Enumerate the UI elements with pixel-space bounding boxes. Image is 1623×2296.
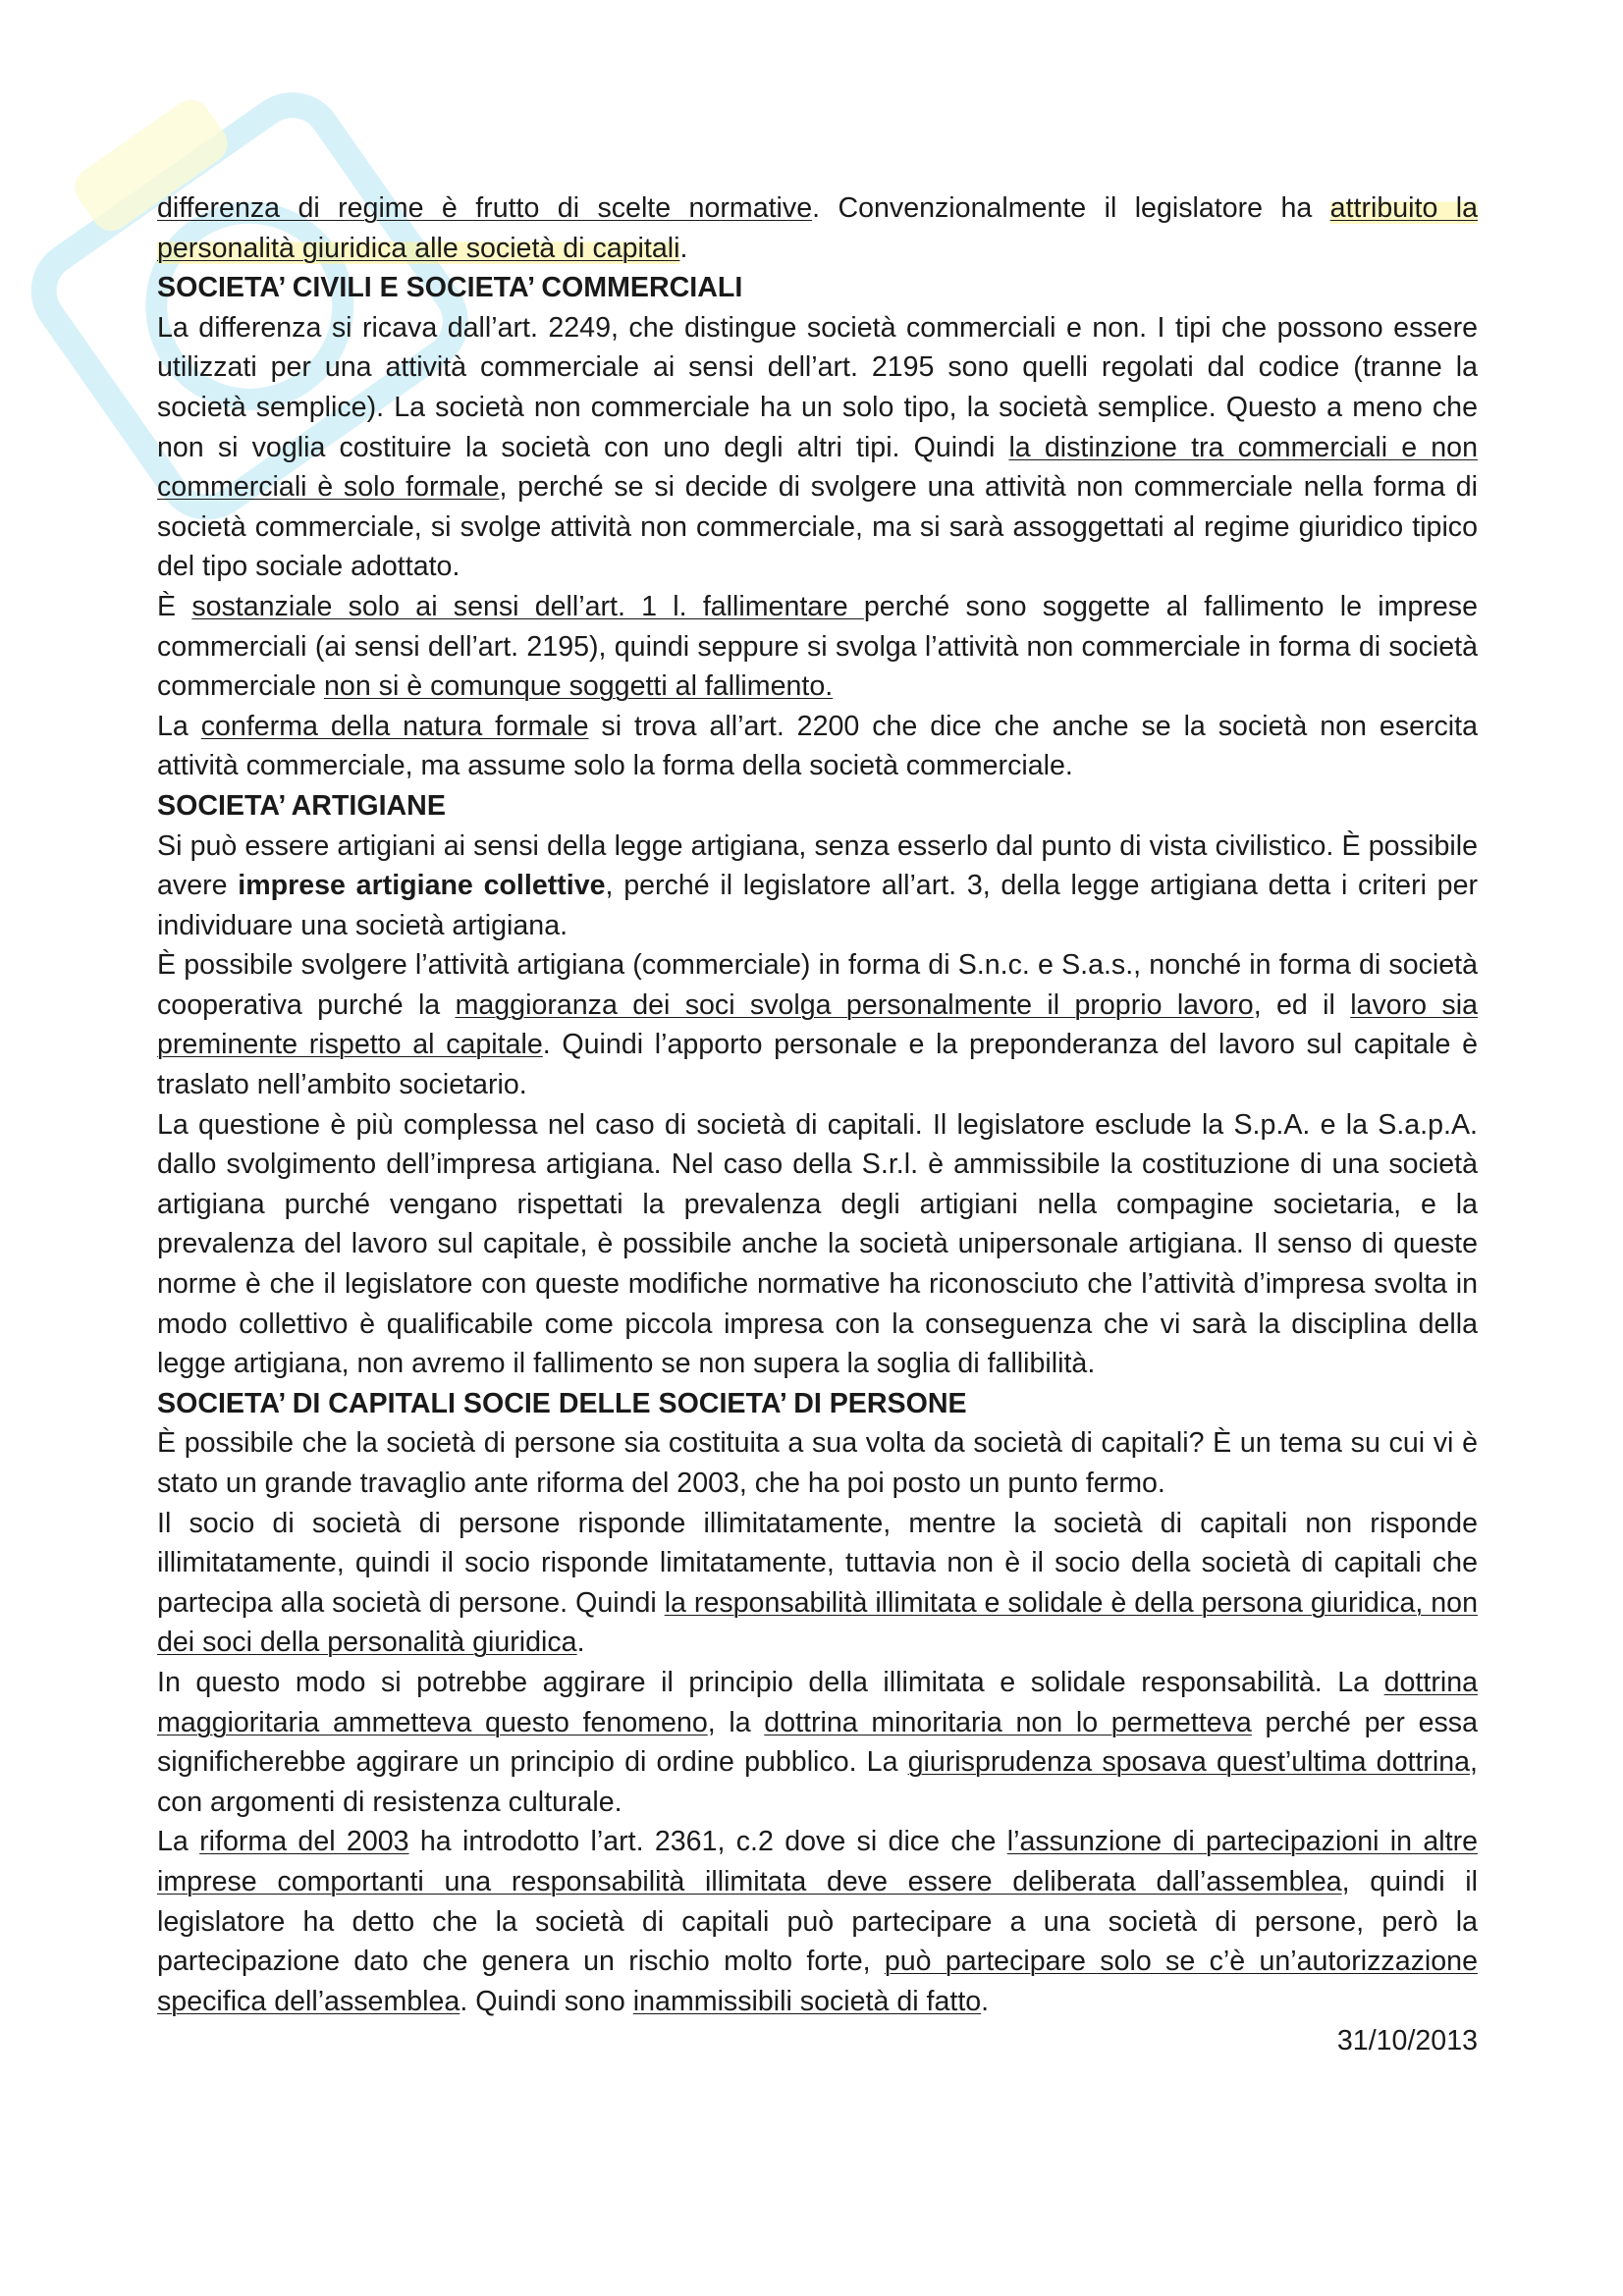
paragraph: [157, 1822, 1478, 2021]
underlined-phrase: inammissibili società di fatto: [632, 1985, 982, 2017]
underlined-phrase: riforma del 2003: [199, 1826, 409, 1858]
paragraph: La questione è più complessa nel caso di società di capitali. Il legislatore esclude la S.p.A. e la S.a.p.A. dallo svolgimento dell’impresa artigiana. Nel caso della S.r.l. è ammissibile la costituzione di una società artigiana purché vengano rispettati la prevalenza degli artigiani nella compagine societaria, e la prevalenza del lavoro sul capitale, è possibile anche la società unipersonale artigiana. Il senso di queste norme è che il legislatore con queste modifiche normative ha riconosciuto che l’attività d’impresa svolta in modo collettivo è qualificabile come piccola impresa con la conseguenza che vi sarà la disciplina della legge artigiana, non avremo il fallimento se non supera la soglia di fallibilità.: [157, 1108, 1478, 1380]
text-run: , perché il legislatore all’art. 3, della legge artigiana detta i criteri per individuare una società artigiana.: [157, 870, 1478, 941]
text-run: ha introdotto l’art. 2361, c.2 dove si dice che: [408, 1826, 1007, 1858]
text-run: , quindi il legislatore ha detto che la società di capitali può partecipare a una società di persone, però la partecipazione dato che genera un rischio molto forte,: [157, 1865, 1478, 1978]
lecture-date: 31/10/2013: [1336, 2025, 1478, 2057]
text-run: Il socio di società di persone risponde illimitatamente, mentre la società di capitali non risponde illimitatamente, quindi il socio risponde limitatamente, tuttavia non è il socio della società di capitali che partecipa alla società di persone. Quindi: [157, 1507, 1478, 1619]
text-run: In questo modo si potrebbe aggirare il principio della illimitata e solidale responsabilità. La: [157, 1666, 1384, 1698]
text-run: . Quindi sono: [460, 1985, 633, 2017]
text-run: La differenza si ricava dall’art. 2249, che distingue società commerciali e non. I tipi che possono essere utilizzati per una attività commerciale ai sensi dell’art. 2195 sono quelli regolati dal codice (tranne la società semplice). La società non commerciale ha un solo tipo, la società semplice. Questo a meno che non si voglia costituire la società con uno degli altri tipi. Quindi: [157, 311, 1478, 463]
underlined-phrase: può partecipare solo se c’è un’autorizzazione specifica dell’assemblea: [157, 1946, 1478, 2017]
text-run: Si può essere artigiani ai sensi della legge artigiana, senza esserlo dal punto di vista civilistico. È possibile avere: [157, 829, 1478, 902]
underlined-phrase: l’assunzione di partecipazioni in altre imprese comportanti una responsabilità illimitata deve essere deliberata dall’assemblea: [157, 1826, 1478, 1897]
paragraph: [157, 945, 1478, 1104]
text-run: perché sono soggette al fallimento le imprese commerciali (ai sensi dell’art. 2195), quindi seppure si svolga l’attività non commerciale in forma di società commerciale: [157, 590, 1478, 703]
underlined-phrase: conferma della natura formale: [200, 710, 589, 742]
underlined-phrase: dottrina maggioritaria ammetteva questo fenomeno: [157, 1666, 1478, 1738]
text-run: La: [157, 1826, 200, 1858]
text-run: . Convenzionalmente il legislatore ha: [812, 192, 1330, 224]
section-heading: SOCIETA’ DI CAPITALI SOCIE DELLE SOCIETA’ DI PERSONE: [157, 1387, 967, 1419]
section-heading: SOCIETA’ CIVILI E SOCIETA’ COMMERCIALI: [157, 272, 743, 304]
underlined-phrase: dottrina minoritaria non lo permetteva: [764, 1706, 1252, 1738]
section-heading: SOCIETA’ ARTIGIANE: [157, 789, 446, 822]
bold-phrase: imprese artigiane collettive: [238, 870, 606, 902]
text-run: , perché se si decide di svolgere una attività non commerciale nella forma di società commerciale, si svolge attività non commerciale, ma si sarà assoggettati al regime giuridico tipico del tipo sociale adottato.: [157, 471, 1478, 583]
paragraph: [157, 188, 1478, 268]
underlined-phrase: attribuito la personalità giuridica alle società di capitali: [157, 192, 1479, 264]
text-run: , ed il: [1253, 988, 1351, 1021]
text-run: .: [981, 1985, 990, 2017]
paragraph: È possibile che la società di persone sia costituita a sua volta da società di capitali? È un tema su cui vi è stato un grande travaglio ante riforma del 2003, che ha poi posto un punto fermo.: [157, 1427, 1478, 1499]
text-run: , la: [707, 1706, 765, 1738]
text-run: .: [576, 1627, 585, 1659]
text-run: .: [679, 232, 688, 264]
underlined-phrase: sostanziale solo ai sensi dell’art. 1 l. fallimentare: [191, 590, 864, 622]
text-run: perché per essa significherebbe aggirare un principio di ordine pubblico. La: [157, 1706, 1478, 1779]
text-run: La: [157, 710, 201, 742]
underlined-phrase: non si è comunque soggetti al fallimento.: [324, 670, 834, 703]
text-run: . Quindi l’apporto personale e la preponderanza del lavoro sul capitale è traslato nell’ambito societario.: [157, 1029, 1479, 1101]
underlined-phrase: la responsabilità illimitata e solidale è della persona giuridica, non dei soci della personalità giuridica: [157, 1586, 1478, 1659]
text-run: È: [157, 590, 192, 622]
underlined-phrase: maggioranza dei soci svolga personalmente il proprio lavoro: [455, 988, 1254, 1021]
paragraph: [157, 1504, 1478, 1663]
underlined-phrase: lavoro sia preminente rispetto al capitale: [157, 988, 1478, 1061]
document-body: [157, 188, 1478, 2061]
text-run: , con argomenti di resistenza culturale.: [157, 1746, 1478, 1818]
paragraph: [157, 308, 1478, 587]
underlined-phrase: differenza di regime è frutto di scelte normative: [157, 192, 813, 224]
paragraph: [157, 587, 1478, 707]
underlined-phrase: giurisprudenza sposava quest’ultima dottrina: [907, 1746, 1471, 1779]
paragraph: [157, 707, 1478, 786]
text-run: si trova all’art. 2200 che dice che anche se la società non esercita attività commerciale, ma assume solo la forma della società commerciale.: [157, 710, 1479, 782]
paragraph: [157, 827, 1478, 946]
underlined-phrase: la distinzione tra commerciali e non commerciali è solo formale: [157, 431, 1478, 504]
paragraph: [157, 1663, 1478, 1822]
text-run: È possibile svolgere l’attività artigiana (commerciale) in forma di S.n.c. e S.a.s., nonché in forma di società cooperativa purché la: [157, 949, 1478, 1021]
